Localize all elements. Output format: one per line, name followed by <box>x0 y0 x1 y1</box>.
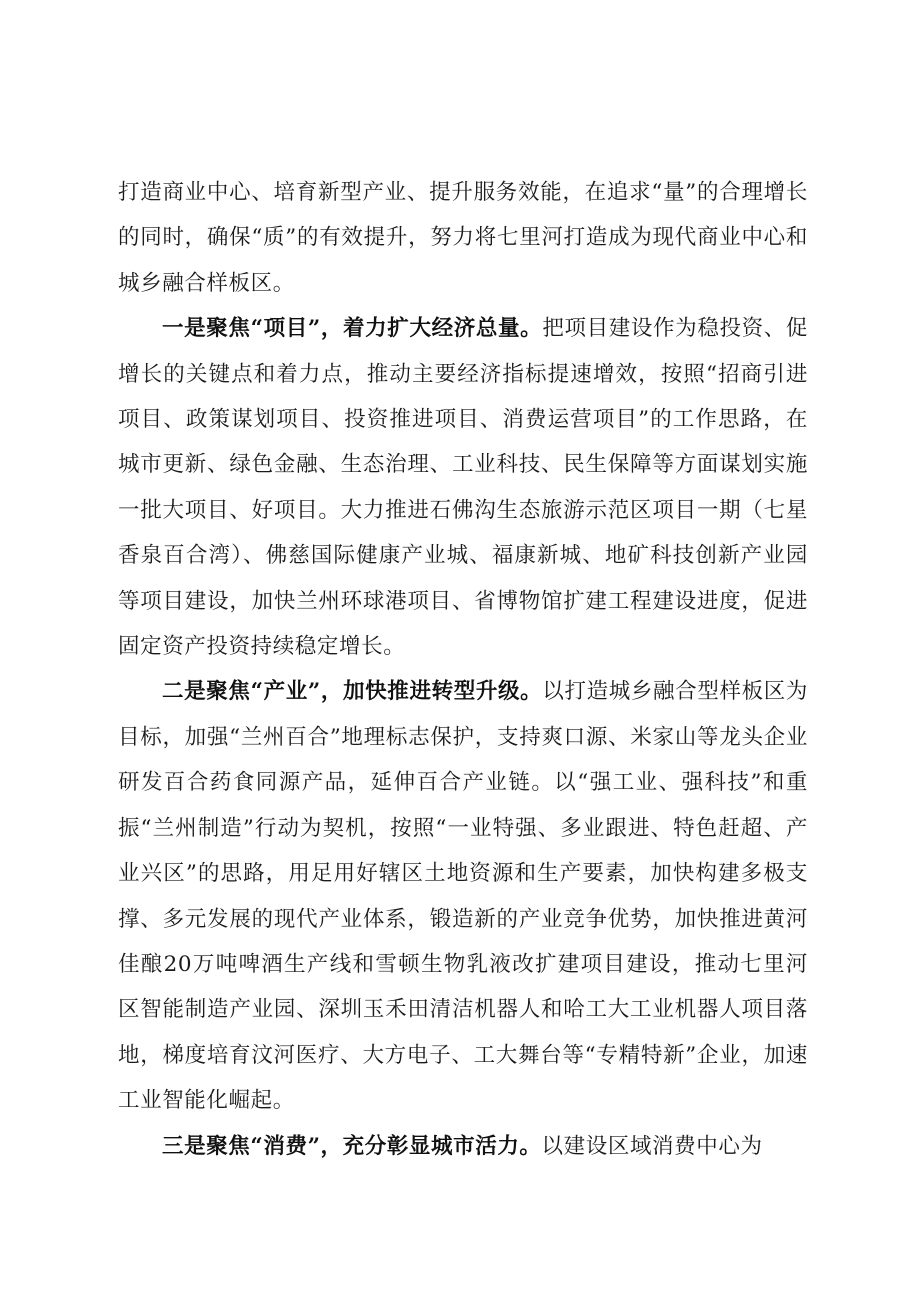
paragraph-lead: 三是聚焦“消费”，充分彰显城市活力。 <box>162 1133 542 1159</box>
paragraph-lead: 一是聚焦“项目”，着力扩大经济总量。 <box>162 316 543 342</box>
paragraph-projects <box>118 306 808 669</box>
paragraph-text: 打造商业中心、培育新型产业、提升服务效能，在追求“量”的合理增长的同时，确保“质”的有效提升，努力将七里河打造成为现代商业中心和城乡融合样板区。 <box>118 180 808 296</box>
document-body <box>118 170 808 1169</box>
paragraph-consumption <box>118 1124 808 1169</box>
paragraph-text: 把项目建设作为稳投资、促增长的关键点和着力点，推动主要经济指标提速增效，按照“招商引进项目、政策谋划项目、投资推进项目、消费运营项目”的工作思路，在城市更新、绿色金融、生态治理、工业科技、民生保障等方面谋划实施一批大项目、好项目。大力推进石佛沟生态旅游示范区项目一期（七星香泉百合湾）、佛慈国际健康产业城、福康新城、地矿科技创新产业园等项目建设，加快兰州环球港项目、省博物馆扩建工程建设进度，促进固定资产投资持续稳定增长。 <box>118 316 808 660</box>
paragraph-text: 以打造城乡融合型样板区为目标，加强“兰州百合”地理标志保护，支持爽口源、米家山等龙头企业研发百合药食同源产品，延伸百合产业链。以“强工业、强科技”和重振“兰州制造”行动为契机，按照“一业特强、多业跟进、特色赶超、产业兴区”的思路，用足用好辖区土地资源和生产要素，加快构建多极支撑、多元发展的现代产业体系，锻造新的产业竞争优势，加快推进黄河佳酿20万吨啤酒生产线和雪顿生物乳液改扩建项目建设，推动七里河区智能制造产业园、深圳玉禾田清洁机器人和哈工大工业机器人项目落地，梯度培育汶河医疗、大方电子、工大舞台等“专精特新”企业，加速工业智能化崛起。 <box>118 679 808 1114</box>
paragraph-intro <box>118 170 808 306</box>
paragraph-industry <box>118 669 808 1123</box>
paragraph-text: 以建设区域消费中心为 <box>541 1133 763 1159</box>
paragraph-lead: 二是聚焦“产业”，加快推进转型升级。 <box>162 679 543 705</box>
